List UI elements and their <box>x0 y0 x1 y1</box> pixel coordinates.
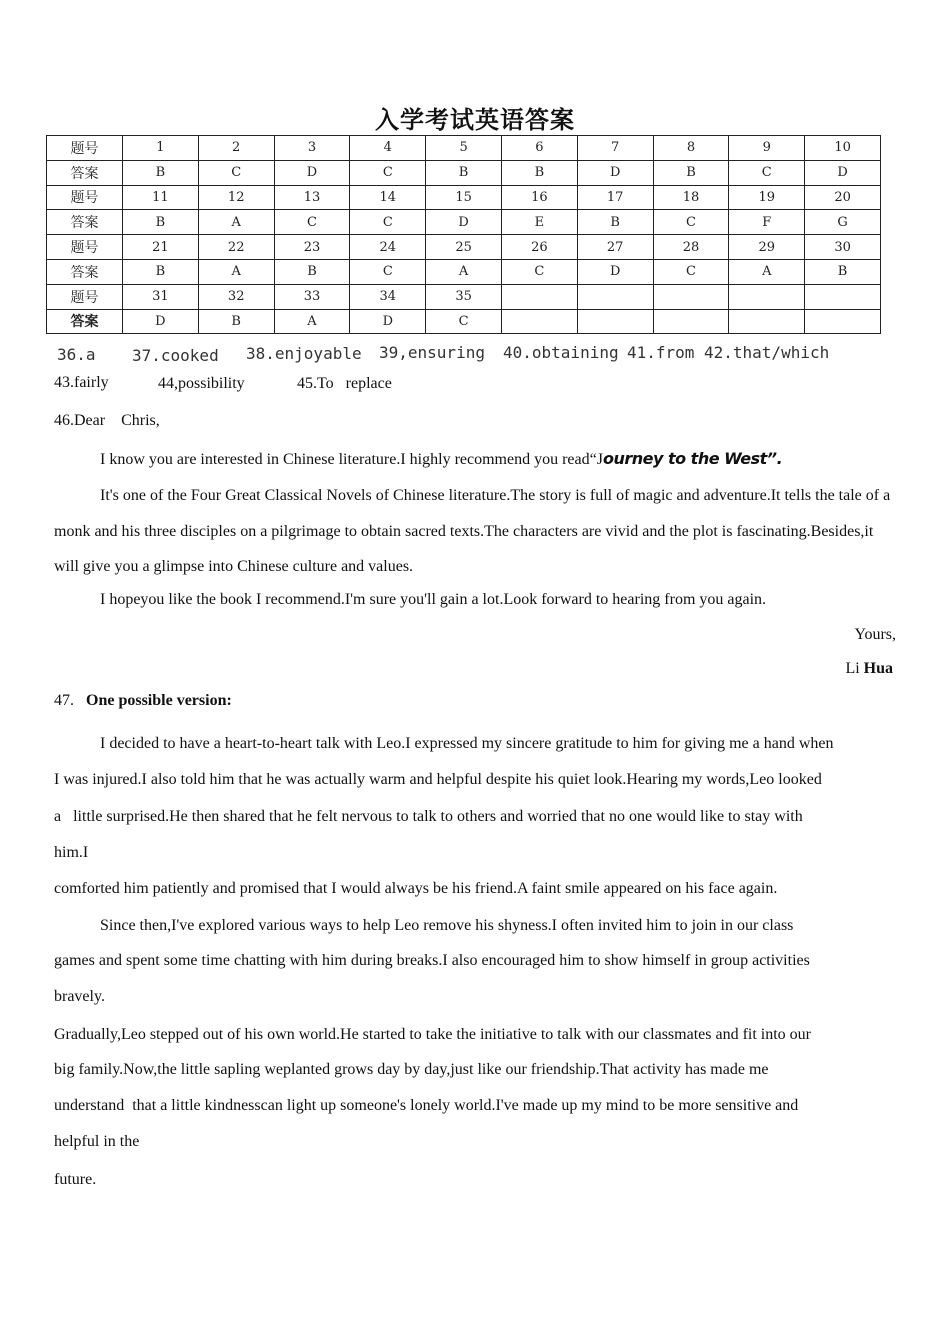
q47-line: I was injured.I also told him that he was actually warm and helpful despite his quiet look.Hearing my words,Leo looked <box>54 771 822 788</box>
signature-first: Li <box>845 660 864 677</box>
table-cell: C <box>198 160 274 185</box>
q47-line: him.I <box>54 844 89 861</box>
answer-39: 39,ensuring <box>379 343 485 362</box>
q47-line: big family.Now,the little sapling weplanted grows day by day,just like our friendship.That activity has made me <box>54 1061 769 1078</box>
table-cell: 5 <box>426 136 502 161</box>
q47-line: future. <box>54 1171 97 1188</box>
table-cell: 14 <box>350 185 426 210</box>
table-cell: C <box>426 309 502 334</box>
table-cell: C <box>350 210 426 235</box>
answer-40: 40.obtaining <box>503 343 619 362</box>
table-cell: 1 <box>123 136 199 161</box>
table-cell: B <box>198 309 274 334</box>
letter-closing: Yours, <box>854 626 896 643</box>
table-cell: B <box>577 210 653 235</box>
q47-line: understand that a little kindnesscan light up someone's lonely world.I've made up my mind to be more sensitive and <box>54 1097 799 1114</box>
table-row <box>47 235 881 260</box>
q47-line: a little surprised.He then shared that he felt nervous to talk to others and worried that no one would like to stay with <box>54 808 803 825</box>
row-header: 答案 <box>47 309 123 334</box>
q47-line: bravely. <box>54 988 105 1005</box>
table-cell: B <box>123 160 199 185</box>
row-header: 答案 <box>47 160 123 185</box>
table-cell: 2 <box>198 136 274 161</box>
table-cell: 23 <box>274 235 350 260</box>
q47-heading <box>54 692 232 710</box>
table-cell: 3 <box>274 136 350 161</box>
table-cell: A <box>198 259 274 284</box>
table-row <box>47 210 881 235</box>
table-cell: C <box>729 160 805 185</box>
table-cell: B <box>653 160 729 185</box>
answer-37: 37.cooked <box>132 346 219 365</box>
answer-38: 38.enjoyable <box>246 344 362 363</box>
table-cell: 8 <box>653 136 729 161</box>
table-cell: G <box>805 210 881 235</box>
table-cell <box>501 309 577 334</box>
page-title: 入学考试英语答案 <box>375 106 575 134</box>
table-cell: C <box>350 160 426 185</box>
table-cell: D <box>123 309 199 334</box>
table-cell: 10 <box>805 136 881 161</box>
row-header: 题号 <box>47 185 123 210</box>
table-row <box>47 284 881 309</box>
table-cell <box>729 284 805 309</box>
table-cell: 9 <box>729 136 805 161</box>
row-header: 答案 <box>47 210 123 235</box>
row-header: 题号 <box>47 136 123 161</box>
table-cell: 33 <box>274 284 350 309</box>
table-cell: 12 <box>198 185 274 210</box>
signature-last: Hua <box>863 660 893 677</box>
answer-42: 42.that/which <box>704 343 830 362</box>
letter-signature <box>845 660 893 678</box>
table-cell: D <box>274 160 350 185</box>
letter-paragraph-1 <box>100 449 782 469</box>
table-cell: B <box>274 259 350 284</box>
answer-36: 36.a <box>57 345 96 364</box>
table-row <box>47 136 881 161</box>
answer-41: 41.from <box>627 343 695 362</box>
q47-line: games and spent some time chatting with him during breaks.I also encouraged him to show himself in group activities <box>54 952 810 969</box>
table-cell <box>805 284 881 309</box>
table-cell: D <box>350 309 426 334</box>
q47-label: 47. <box>54 692 74 709</box>
table-cell: C <box>653 210 729 235</box>
table-cell: 22 <box>198 235 274 260</box>
table-cell: 31 <box>123 284 199 309</box>
letter-salutation: 46.Dear Chris, <box>54 412 160 429</box>
table-cell: 30 <box>805 235 881 260</box>
table-cell: 35 <box>426 284 502 309</box>
answer-44: 44,possibility <box>158 375 245 392</box>
table-cell: 11 <box>123 185 199 210</box>
q47-line: Gradually,Leo stepped out of his own world.He started to take the initiative to talk with our classmates and fit into our <box>54 1026 812 1043</box>
row-header: 答案 <box>47 259 123 284</box>
table-cell: 32 <box>198 284 274 309</box>
letter-paragraph-2: It's one of the Four Great Classical Novels of Chinese literature.The story is full of magic and adventure.It tells the tale of a monk and his three disciples on a pilgrimage to obtain sacred texts.The characters are vivid and the plot is fascinating.Besides,it will give you a glimpse into Chinese culture and values. <box>54 487 891 575</box>
table-cell: 16 <box>501 185 577 210</box>
q47-line: comforted him patiently and promised that I would always be his friend.A faint smile appeared on his face again. <box>54 880 778 897</box>
table-cell: 34 <box>350 284 426 309</box>
q47-line: Since then,I've explored various ways to help Leo remove his shyness.I often invited him to join in our class <box>100 917 794 934</box>
table-cell: 20 <box>805 185 881 210</box>
q47-title: One possible version: <box>86 692 232 709</box>
table-cell: D <box>577 259 653 284</box>
table-cell: F <box>729 210 805 235</box>
table-cell: B <box>805 259 881 284</box>
row-header: 题号 <box>47 284 123 309</box>
table-cell: B <box>123 210 199 235</box>
table-cell: C <box>350 259 426 284</box>
row-header: 题号 <box>47 235 123 260</box>
table-cell: 29 <box>729 235 805 260</box>
book-title: ourney to the West”. <box>602 449 783 468</box>
table-cell: A <box>426 259 502 284</box>
table-row <box>47 160 881 185</box>
table-cell: 27 <box>577 235 653 260</box>
table-cell: D <box>426 210 502 235</box>
table-cell: 17 <box>577 185 653 210</box>
table-cell: 19 <box>729 185 805 210</box>
answer-43: 43.fairly <box>54 374 109 391</box>
table-cell <box>653 284 729 309</box>
table-cell: C <box>501 259 577 284</box>
table-cell: 7 <box>577 136 653 161</box>
table-cell: A <box>729 259 805 284</box>
table-cell: B <box>426 160 502 185</box>
table-cell: A <box>274 309 350 334</box>
q47-line: helpful in the <box>54 1133 140 1150</box>
table-cell: D <box>805 160 881 185</box>
table-cell: 28 <box>653 235 729 260</box>
table-cell <box>501 284 577 309</box>
table-cell <box>577 309 653 334</box>
table-cell: B <box>501 160 577 185</box>
table-cell: 13 <box>274 185 350 210</box>
table-row <box>47 309 881 334</box>
table-row <box>47 259 881 284</box>
table-cell: 18 <box>653 185 729 210</box>
table-cell: 15 <box>426 185 502 210</box>
answer-45: 45.To replace <box>297 375 392 392</box>
q47-line: I decided to have a heart-to-heart talk with Leo.I expressed my sincere gratitude to him for giving me a hand when <box>100 735 834 752</box>
table-cell: 24 <box>350 235 426 260</box>
letter-p1-text: I know you are interested in Chinese literature.I highly recommend you read“J <box>100 451 603 468</box>
table-cell <box>577 284 653 309</box>
table-cell: 25 <box>426 235 502 260</box>
table-cell: D <box>577 160 653 185</box>
table-cell <box>729 309 805 334</box>
table-cell: 21 <box>123 235 199 260</box>
answer-table <box>46 135 881 334</box>
table-cell: 6 <box>501 136 577 161</box>
table-cell: B <box>123 259 199 284</box>
table-cell <box>653 309 729 334</box>
table-row <box>47 185 881 210</box>
table-cell: A <box>198 210 274 235</box>
table-cell <box>805 309 881 334</box>
table-cell: E <box>501 210 577 235</box>
letter-paragraph-3: I hopeyou like the book I recommend.I'm sure you'll gain a lot.Look forward to hearing from you again. <box>100 591 767 608</box>
table-cell: 4 <box>350 136 426 161</box>
table-cell: C <box>274 210 350 235</box>
table-cell: 26 <box>501 235 577 260</box>
table-cell: C <box>653 259 729 284</box>
